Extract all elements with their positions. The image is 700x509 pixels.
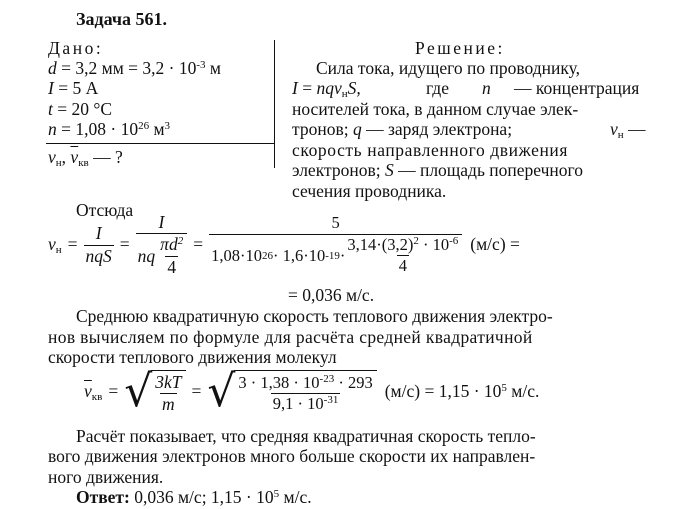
- solution-line-7: сечения проводника.: [292, 181, 447, 201]
- velocity-result: = 0,036 м/с.: [288, 285, 375, 305]
- paragraph1-line-2: нов вычисляем по формуле для расчёта средней квадратичной: [48, 327, 533, 347]
- solution-line-1: Сила тока, идущего по проводнику,: [316, 58, 580, 78]
- given-header: Дано:: [48, 38, 104, 58]
- solution-line-3: носителей тока, в данном случае элек-: [292, 99, 579, 119]
- given-temperature: t = 20 °С: [48, 99, 113, 119]
- given-find: $v_н$, $\overline{v}_{кв}$ — ?: [48, 147, 123, 169]
- problem-title: Задача 561.: [76, 9, 168, 29]
- paragraph2-line-2: вого движения электронов много больше скорости их направлен-: [48, 446, 536, 466]
- fraction-i-over-nqs: $\frac{I}{\text{nqS}}$: [85, 223, 112, 266]
- given-d: d = 3,2 мм = $3,2 \cdot 10^{-3}$ м: [48, 58, 221, 78]
- paragraph1-line-1: Среднюю квадратичную скорость теплового движения электро-: [76, 306, 553, 326]
- sqrt-numeric: √ $\frac{3 \cdot 1,38 \cdot 10^{-23} \cdot 293}{9,1 \cdot 10^{-31}}$: [207, 370, 376, 414]
- solution-line-5: скорость направленного движения: [292, 140, 569, 160]
- given-concentration: $n = 1,08 \cdot 10^{26}$ $м^3$: [48, 119, 171, 139]
- velocity-formula: $v_н$ = $\frac{I}{\text{nqS}}$ = I nq $\frac{\pi d^2}{4}$ = 5 1,08·10 26 · 1,6·10 -19 · $\frac{3,14\cdot(3,2)^2 \cdot 10^{-6}}{4}$ (м/с) =: [48, 211, 520, 277]
- solution-line-4: тронов; q — заряд электрона; $v_н$ —: [292, 119, 646, 141]
- solution-line-2: I = nqv$_н$S, где n — концентрация: [292, 78, 640, 100]
- paragraph2-line-3: ного движения.: [48, 467, 164, 487]
- answer-line: Ответ: 0,036 м/с; $1,15 \cdot 10^5$ м/с.: [76, 487, 312, 507]
- given-current: I = 5 А: [48, 78, 99, 98]
- given-divider: [46, 143, 274, 144]
- solution-line-6: электронов; S — площадь поперечного: [292, 160, 584, 180]
- paragraph2-line-1: Расчёт показывает, что средняя квадратичная скорость тепло-: [76, 426, 536, 446]
- given-solution-separator: [274, 40, 275, 168]
- rms-velocity-formula: $\overline{v}_{кв}$ = √ $\frac{3kT}{m}$ = √ $\frac{3 \cdot 1,38 \cdot 10^{-23} \cdot 293}{9,1 \cdot 10^{-31}}$ $(м/с) = 1,15 \cdot 10^5$ м/с.: [84, 366, 540, 417]
- sqrt-3kt-over-m: √ $\frac{3kT}{m}$: [124, 370, 185, 414]
- otsyuda-label: Отсюда: [76, 200, 134, 220]
- paragraph1-line-3: скорости теплового движения молекул: [48, 347, 337, 367]
- fraction-numeric: 5 1,08·10 26 · 1,6·10 -19 · $\frac{3,14\cdot(3,2)^2 \cdot 10^{-6}}{4}$: [209, 215, 462, 275]
- fraction-i-over-nq-area: I nq $\frac{\pi d^2}{4}$: [136, 214, 188, 277]
- solution-header: Решение:: [415, 38, 505, 58]
